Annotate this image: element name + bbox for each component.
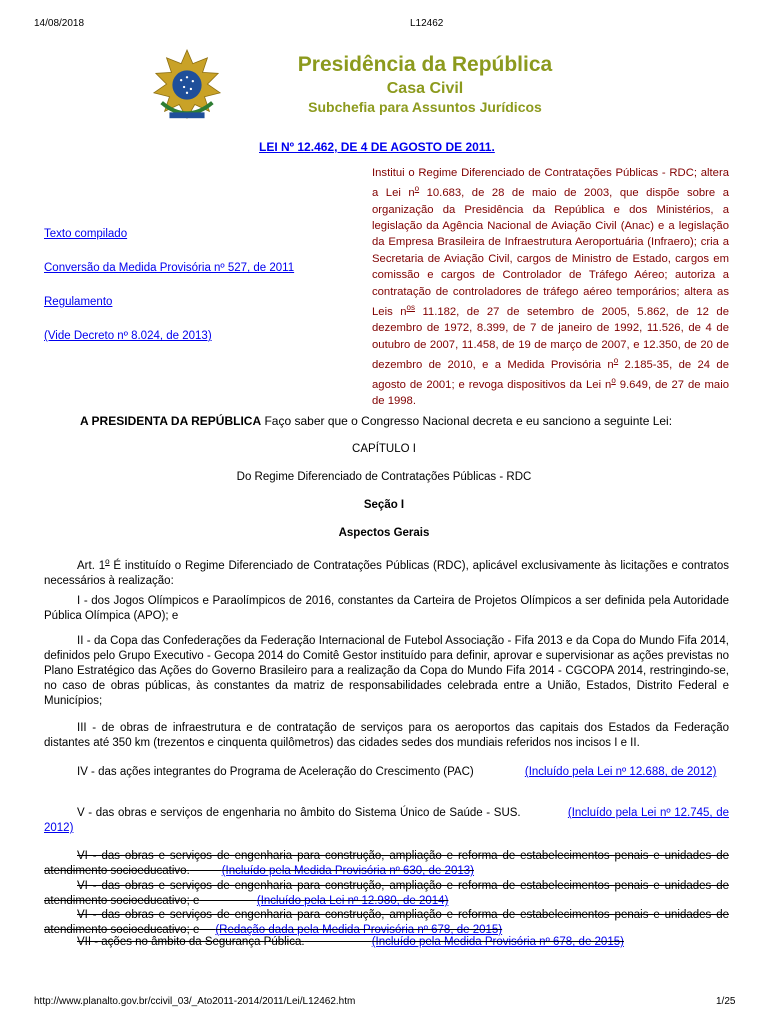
chapter-title: Do Regime Diferenciado de Contratações Públicas - RDC — [236, 471, 532, 483]
inciso-vii-ref-link[interactable]: (Incluído pela Medida Provisória nº 678, de 2015) — [371, 936, 624, 948]
inciso-ii: II - da Copa das Confederações da Federação Internacional de Futebol Associação - Fifa 2013 e da Copa do Mundo Fifa 2014, definidos pelo Grupo Executivo - Gecopa 2014 do Comitê Gestor instituído para definir, aprovar e supervisionar as ações previstas no Plano Estratégico das Ações do Governo Brasileiro para a realização da Copa do Mundo Fifa 2014 - CGCOPA 2014, restringindo-se, no caso de obras públicas, às constantes da matriz de responsabilidades celebrada entre a União, Estados, Distrito Federal e Municípios; — [44, 635, 729, 707]
inciso-iv: IV - das ações integrantes do Programa de Aceleração do Crescimento (PAC) (Incluído pela Lei nº 12.688, de 2012) — [77, 766, 717, 778]
inciso-vii-revoked: VII - ações no âmbito da Segurança Pública. (Incluído pela Medida Provisória nº 678, de 2015) — [77, 936, 624, 948]
article-1: Art. 1$^o$ É instituído o Regime Diferenciado de Contratações Públicas (RDC), aplicável exclusivamente às licitações e contratos necessários à realização: — [44, 557, 729, 587]
header-casa-civil: Casa Civil — [386, 80, 464, 97]
chapter-heading: CAPÍTULO I — [352, 443, 416, 455]
inciso-vi-revoked-1: VI - das obras e serviços de engenharia para construção, ampliação e reforma de estabelecimentos penais e unidades de atendimento socioeducativo. (Incluído pela Medida Provisória nº 630, de 2013) — [44, 850, 729, 877]
print-url: http://www.planalto.gov.br/ccivil_03/_Ato2011-2014/2011/Lei/L12462.htm — [34, 996, 356, 1007]
print-title: L12462 — [410, 18, 444, 29]
section-title: Aspectos Gerais — [338, 527, 430, 539]
presidenta-decree: A PRESIDENTA DA REPÚBLICA Faço saber que o Congresso Nacional decreta e eu sanciono a seguinte Lei: — [80, 414, 673, 428]
inciso-i: I - dos Jogos Olímpicos e Paraolímpicos de 2016, constantes da Carteira de Projetos Olímpicos a ser definida pela Autoridade Pública Olímpica (APO); e — [44, 595, 729, 622]
conversao-mp-link[interactable]: Conversão da Medida Provisória nº 527, de 2011 — [44, 262, 295, 274]
vide-decreto-link[interactable]: (Vide Decreto nº 8.024, de 2013) — [44, 330, 212, 342]
inciso-iv-ref-link[interactable]: (Incluído pela Lei nº 12.688, de 2012) — [524, 766, 717, 778]
coat-of-arms-icon — [148, 48, 226, 126]
header-subchefia: Subchefia para Assuntos Jurídicos — [308, 99, 542, 115]
inciso-vi-revoked-2: VI - das obras e serviços de engenharia para construção, ampliação e reforma de estabelecimentos penais e unidades de atendimento socioeducativo; e (Incluído pela Lei nº 12.980, de 2014) — [44, 880, 729, 907]
print-date: 14/08/2018 — [34, 18, 85, 29]
texto-compilado-link[interactable]: Texto compilado — [44, 228, 128, 240]
header-presidency: Presidência da República — [297, 53, 553, 76]
regulamento-link[interactable]: Regulamento — [44, 296, 113, 308]
inciso-v: V - das obras e serviços de engenharia no âmbito do Sistema Único de Saúde - SUS. (Incluído pela Lei nº 12.745, de 2012) — [44, 807, 729, 834]
section-heading: Seção I — [363, 499, 405, 511]
law-summary: Institui o Regime Diferenciado de Contratações Públicas - RDC; altera a Lei $n^o$ 10.683, de 28 de maio de 2003, que dispõe sobre a organização da Presidência da República e dos Ministérios, a legislação da Agência Nacional de Aviação Civil (Anac) e a legislação da Empresa Brasileira de Infraestrutura Aeroportuária (Infraero); cria a Secretaria de Aviação Civil, cargos de Ministro de Estado, cargos em comissão e cargos de Controlador de Tráfego Aéreo; autoriza a contratação de controladores de tráfego aéreo temporários; altera as Leis $n^{os}$ 11.182, de 27 de setembro de 2005, 5.862, de 12 de dezembro de 1972, 8.399, de 7 de janeiro de 1992, 11.526, de 4 de outubro de 2007, 11.458, de 19 de março de 2007, e 12.350, de 20 de dezembro de 2010, e a Medida Provisória $n^o$ 2.185-35, de 24 de agosto de 2001; e revoga dispositivos da Lei $n^o$ 9.649, de 27 de maio de 1998. — [372, 167, 730, 408]
inciso-vi-ref-link-2[interactable]: (Incluído pela Lei nº 12.980, de 2014) — [256, 895, 449, 907]
print-page-number: 1/25 — [716, 996, 736, 1007]
inciso-vi-revoked-3: VI - das obras e serviços de engenharia para construção, ampliação e reforma de estabelecimentos penais e unidades de atendimento socioeducativo; e (Redação dada pela Medida Provisória nº 678, de 2015) — [44, 909, 729, 936]
inciso-vi-ref-link-3[interactable]: (Redação dada pela Medida Provisória nº 678, de 2015) — [215, 924, 503, 936]
inciso-v-ref-link[interactable]: (Incluído pela Lei nº 12.745, de 2012) — [44, 807, 729, 834]
inciso-iii: III - de obras de infraestrutura e de contratação de serviços para os aeroportos das capitais dos Estados da Federação distantes até 350 km (trezentos e cinquenta quilômetros) das cidades sedes dos mundiais referidos nos incisos I e II. — [44, 722, 729, 749]
law-title-link[interactable]: LEI Nº 12.462, DE 4 DE AGOSTO DE 2011. — [259, 140, 495, 154]
inciso-vi-ref-link-1[interactable]: (Incluído pela Medida Provisória nº 630, de 2013) — [221, 865, 474, 877]
